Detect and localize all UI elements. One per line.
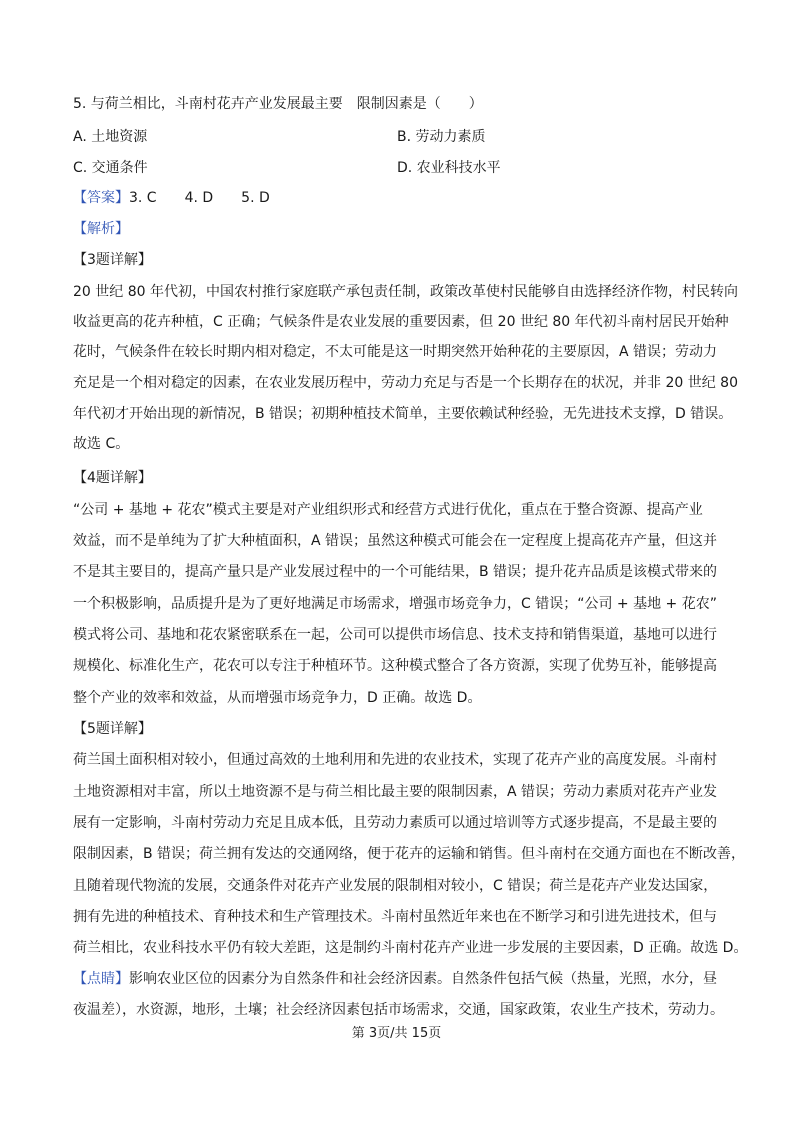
tip-line — [73, 969, 717, 989]
tip-text: 影响农业区位的因素分为自然条件和社会经济因素。自然条件包括气候（热量，光照，水分，昼 — [129, 971, 717, 987]
detail5-line: 荷兰相比，农业科技水平仍有较大差距，这是制约斗南村花卉产业进一步发展的主要因素，D 正确。故选 D。 — [73, 940, 748, 956]
answer-label: 【答案】 — [73, 190, 129, 206]
detail4-line: 规模化、标准化生产，花农可以专注于种植环节。这种模式整合了各方资源，实现了优势互补，能够提高 — [73, 658, 717, 674]
detail4-heading: 【4题详解】 — [73, 470, 152, 486]
detail4-line: 整个产业的效率和效益，从而增强市场竞争力，D 正确。故选 D。 — [73, 690, 482, 706]
detail3-line: 收益更高的花卉种植，C 正确；气候条件是农业发展的重要因素，但 20 世纪 80 年代初斗南村居民开始种 — [73, 314, 729, 330]
detail5-line: 土地资源相对丰富，所以土地资源不是与荷兰相比最主要的限制因素，A 错误；劳动力素质对花卉产业发 — [73, 784, 718, 800]
tip-line-2: 夜温差），水资源，地形，土壤；社会经济因素包括市场需求，交通，国家政策，农业生产技术，劳动力。 — [73, 1002, 724, 1018]
answer-line — [73, 188, 270, 208]
detail4-line: 不是其主要目的，提高产量只是产业发展过程中的一个可能结果，B 错误；提升花卉品质是该模式带来的 — [73, 564, 718, 580]
detail5-line: 拥有先进的种植技术、育种技术和生产管理技术。斗南村虽然近年来也在不断学习和引进先进技术，但与 — [73, 909, 717, 925]
option-a: A. 土地资源 — [73, 129, 148, 145]
detail3-line: 花时，气候条件在较长时期内相对稳定，不太可能是这一时期突然开始种花的主要原因，A 错误；劳动力 — [73, 344, 718, 360]
detail3-line: 年代初才开始出现的新情况，B 错误；初期种植技术简单，主要依赖试种经验，无先进技术支撑，D 错误。 — [73, 406, 733, 422]
detail3-line: 充足是一个相对稳定的因素，在农业发展历程中，劳动力充足与否是一个长期存在的状况，并非 20 世纪 80 — [73, 375, 738, 391]
detail3-line: 20 世纪 80 年代初，中国农村推行家庭联产承包责任制，政策改革使村民能够自由选择经济作物，村民转向 — [73, 284, 738, 300]
option-c: C. 交通条件 — [73, 160, 148, 176]
detail5-line: 荷兰国土面积相对较小，但通过高效的土地利用和先进的农业技术，实现了花卉产业的高度发展。斗南村 — [73, 752, 717, 768]
detail5-line: 展有一定影响，斗南村劳动力充足且成本低，且劳动力素质可以通过培训等方式逐步提高，不是最主要的 — [73, 815, 717, 831]
analysis-label: 【解析】 — [73, 221, 129, 237]
detail3-line: 故选 C。 — [73, 436, 130, 452]
page-number: 第 3页/共 15页 — [351, 1026, 442, 1041]
option-d: D. 农业科技水平 — [397, 160, 501, 176]
detail3-heading: 【3题详解】 — [73, 252, 152, 268]
detail5-line: 且随着现代物流的发展，交通条件对花卉产业发展的限制相对较小，C 错误；荷兰是花卉产业发达国家， — [73, 878, 718, 894]
detail4-line: 模式将公司、基地和花农紧密联系在一起，公司可以提供市场信息、技术支持和销售渠道，基地可以进行 — [73, 627, 717, 643]
detail5-line: 限制因素，B 错误；荷兰拥有发达的交通网络，便于花卉的运输和销售。但斗南村在交通方面也在不断改善， — [73, 846, 746, 862]
detail4-line: 一个积极影响，品质提升是为了更好地满足市场需求，增强市场竞争力，C 错误；“公司 + 基地 + 花农” — [73, 596, 717, 612]
tip-label: 【点睛】 — [73, 971, 129, 987]
answer-text: 3. C 4. D 5. D — [129, 190, 270, 206]
detail5-heading: 【5题详解】 — [73, 721, 152, 737]
detail4-line: 效益，而不是单纯为了扩大种植面积，A 错误；虽然这种模式可能会在一定程度上提高花卉产量，但这并 — [73, 533, 718, 549]
question-stem: 5. 与荷兰相比，斗南村花卉产业发展最主要 限制因素是（ ） — [73, 96, 483, 112]
option-b: B. 劳动力素质 — [397, 129, 486, 145]
detail4-line: “公司 + 基地 + 花农”模式主要是对产业组织形式和经营方式进行优化，重点在于整合资源、提高产业 — [73, 502, 703, 518]
